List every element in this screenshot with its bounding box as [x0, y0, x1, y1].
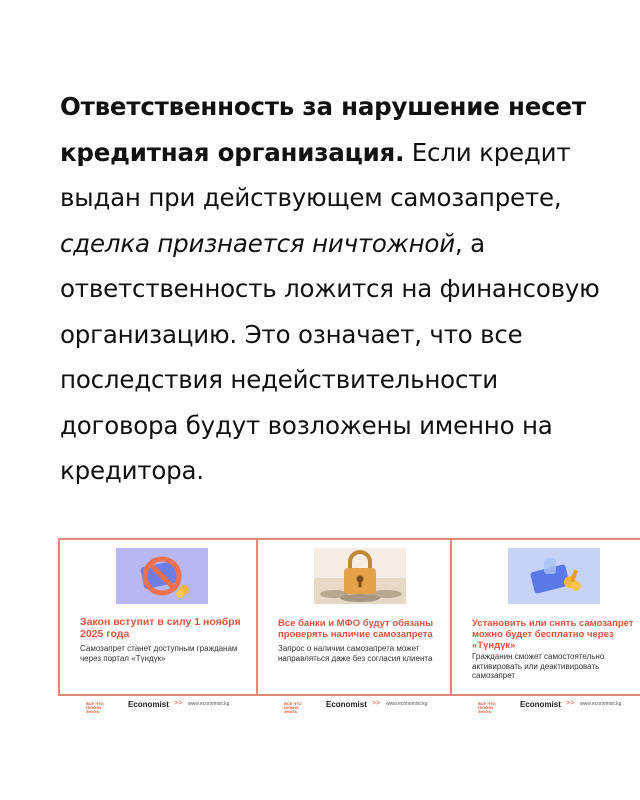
main-bold-text: Ответственность за нарушение несет кредитная организация.: [60, 92, 586, 167]
blocked-credit-card-icon: [116, 548, 208, 604]
main-text-part2: , а ответственность ложится на финансовую организацию. Это означает, что все последствия недействительности договора будут возложены именно на кредитора.: [60, 228, 600, 485]
card-body: Запрос о наличии самозапрета может направляться даже без согласия клиента: [278, 644, 433, 663]
card-frame: [58, 538, 258, 696]
card-body: Гражданин сможет самостоятельно активировать или деактивировать самозапрет: [472, 652, 605, 680]
footer-arrow: >>: [566, 700, 575, 707]
footer-logo: ВСЕ ЧТО НУЖНО ЗНАТЬ: [284, 701, 302, 714]
main-text-part1: Если кредит выдан при действующем самозапрете,: [60, 137, 571, 212]
card-title: Все банки и МФО будут обязаны проверять наличие самозапрета: [278, 618, 434, 640]
footer-logo: ВСЕ ЧТО НУЖНО ЗНАТЬ: [86, 701, 104, 714]
card-keys-icon: [508, 548, 600, 604]
cards-row: [58, 538, 634, 718]
footer-arrow: >>: [372, 700, 381, 707]
card-frame: [256, 538, 456, 696]
footer-logo: ВСЕ ЧТО НУЖНО ЗНАТЬ: [478, 701, 496, 714]
card-footer: [478, 700, 638, 714]
card-banks-check: [256, 538, 456, 716]
footer-brand: Economist: [520, 700, 561, 709]
card-frame: [450, 538, 640, 696]
card-footer: [284, 700, 444, 714]
footer-arrow: >>: [174, 700, 183, 707]
card-title: Установить или снять самозапрет можно будет бесплатно через «Түндүк»: [472, 618, 634, 651]
main-paragraph: [60, 84, 620, 494]
footer-url: www.economist.kg: [188, 701, 230, 707]
footer-url: www.economist.kg: [386, 701, 428, 707]
card-title: Закон вступит в силу 1 ноября 2025 года: [80, 616, 241, 640]
footer-url: www.economist.kg: [580, 701, 622, 707]
card-body: Самозапрет станет доступным гражданам через портал «Түндүк»: [80, 644, 238, 663]
card-free-via-tunduk: [450, 538, 640, 716]
footer-brand: Economist: [326, 700, 367, 709]
footer-brand: Economist: [128, 700, 169, 709]
padlock-coins-icon: [314, 548, 406, 604]
main-italic-text: сделка признается ничтожной: [60, 228, 455, 258]
card-footer: [86, 700, 246, 714]
card-law-effective: [58, 538, 258, 716]
